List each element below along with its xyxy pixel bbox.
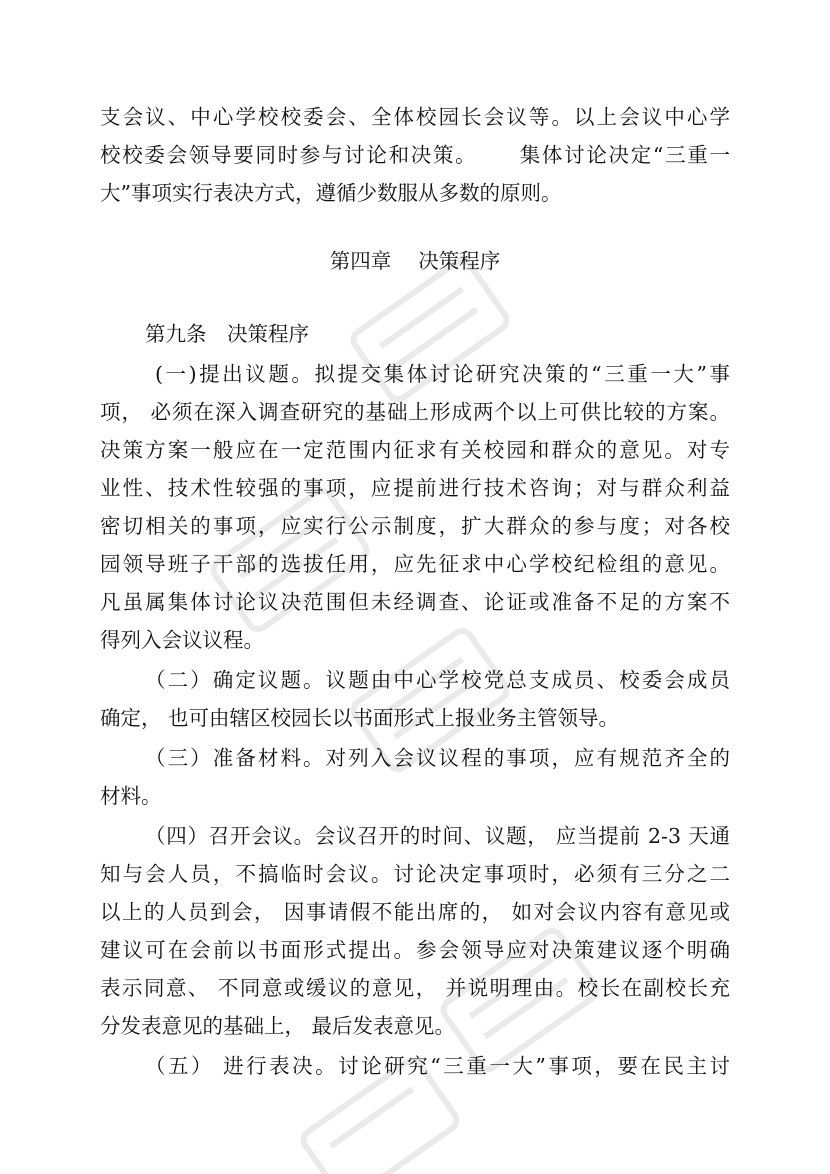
article-heading: 第九条 决策程序: [145, 322, 309, 346]
body-text-line: 校校委会领导要同时参与讨论和决策。 集体讨论决定“三重一: [100, 143, 730, 167]
body-text-line: 材料。: [100, 784, 162, 808]
chapter-heading: 第四章 决策程序: [329, 249, 501, 273]
body-text-line: 建议可在会前以书面形式提出。参会领导应对决策建议逐个明确: [100, 938, 730, 962]
body-text-line: (一)提出议题。拟提交集体讨论研究决策的“三重一大”事: [155, 362, 730, 386]
body-text-line: 以上的人员到会， 因事请假不能出席的， 如对会议内容有意见或: [100, 900, 730, 924]
body-text-line: 知与会人员，不搞临时会议。讨论决定事项时，必须有三分之二: [100, 862, 730, 886]
body-text-line: 项， 必须在深入调查研究的基础上形成两个以上可供比较的方案。: [100, 400, 730, 424]
body-text-line: 支会议、中心学校校委会、全体校园长会议等。以上会议中心学: [100, 105, 730, 129]
body-text-line: 业性、技术性较强的事项，应提前进行技术咨询；对与群众利益: [100, 476, 730, 500]
body-text-line: 密切相关的事项，应实行公示制度，扩大群众的参与度；对各校: [100, 514, 730, 538]
body-text-line: （五） 进行表决。讨论研究“三重一大”事项，要在民主讨: [145, 1054, 730, 1078]
body-text-line: （四）召开会议。会议召开的时间、议题， 应当提前 2-3 天通: [145, 824, 730, 848]
body-text-line: 分发表意见的基础上， 最后发表意见。: [100, 1014, 456, 1038]
body-text-line: 大”事项实行表决方式，遵循少数服从多数的原则。: [100, 181, 562, 205]
body-text-line: 表示同意、 不同意或缓议的意见， 并说明理由。校长在副校长充: [100, 976, 730, 1000]
body-text-line: 凡虽属集体讨论议决范围但未经调查、论证或准备不足的方案不: [100, 590, 730, 614]
body-text-line: 确定， 也可由辖区校园长以书面形式上报业务主管领导。: [100, 706, 620, 730]
body-text-line: （三）准备材料。对列入会议议程的事项，应有规范齐全的: [145, 746, 730, 770]
body-text-line: 园领导班子干部的选拔任用，应先征求中心学校纪检组的意见。: [100, 552, 730, 576]
body-text-line: 得列入会议议程。: [100, 628, 264, 652]
body-text-line: （二）确定议题。议题由中心学校党总支成员、校委会成员: [145, 668, 730, 692]
body-text-line: 决策方案一般应在一定范围内征求有关校园和群众的意见。对专: [100, 438, 730, 462]
